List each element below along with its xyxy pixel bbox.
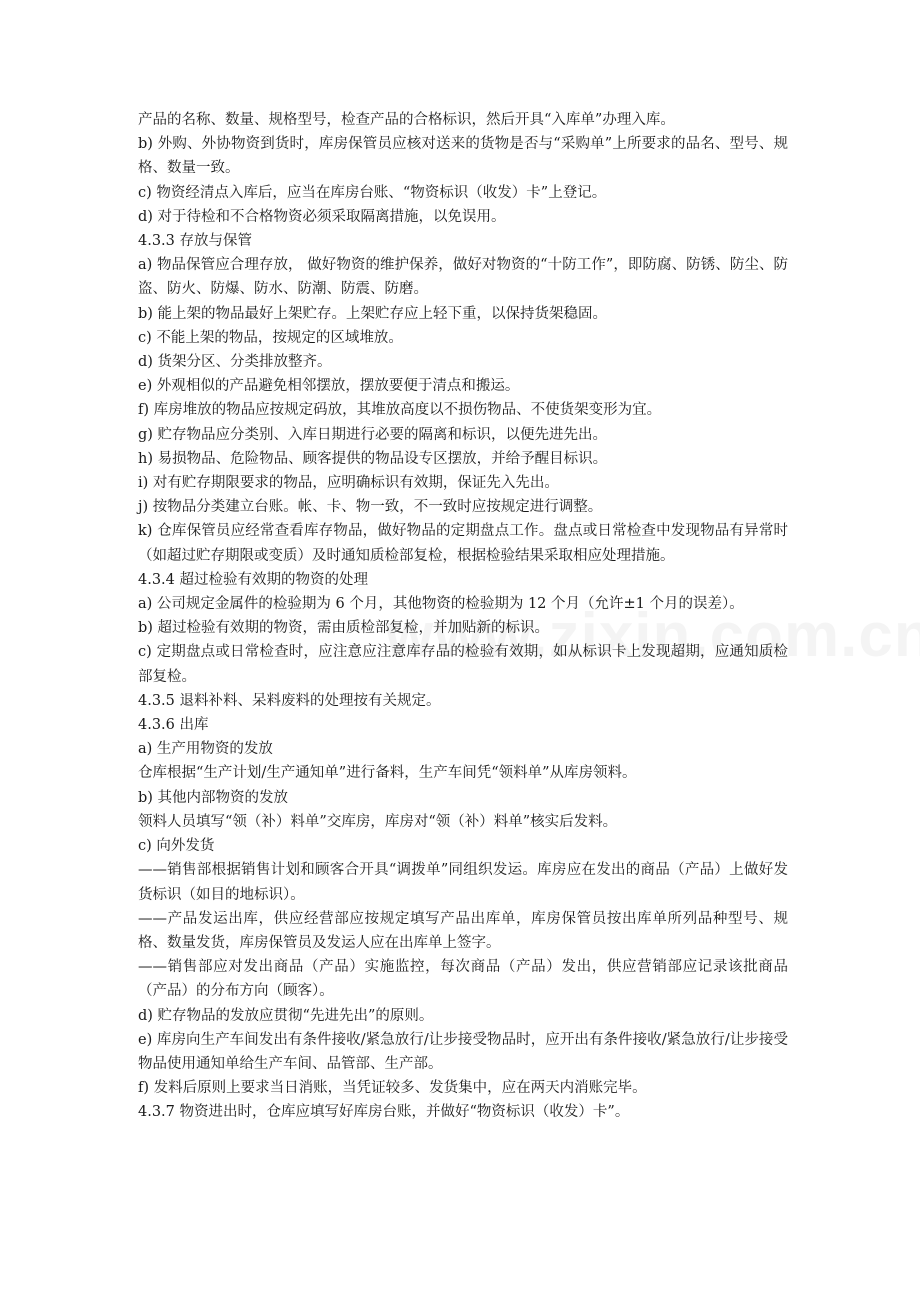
paragraph: c) 定期盘点或日常检查时，应注意应注意库存品的检验有效期，如从标识卡上发现超期，应通知质检部复检。 [138, 644, 788, 685]
paragraph: f) 库房堆放的物品应按规定码放，其堆放高度以不损伤物品、不使货架变形为宜。 [138, 402, 662, 419]
paragraph: k) 仓库保管员应经常查看库存物品，做好物品的定期盘点工作。盘点或日常检查中发现物品有异常时（如超过贮存期限或变质）及时通知质检部复检，根据检验结果采取相应处理措施。 [138, 523, 788, 564]
section-heading: 4.3.3 存放与保管 [138, 233, 253, 250]
paragraph: ——销售部根据销售计划和顾客合开具“调拨单”同组织发运。库房应在发出的商品（产品）上做好发货标识（如目的地标识）。 [138, 862, 788, 903]
section-heading: 4.3.4 超过检验有效期的物资的处理 [138, 571, 369, 588]
paragraph: f) 发料后原则上要求当日消账，当凭证较多、发货集中，应在两天内消账完毕。 [138, 1080, 647, 1097]
paragraph: b) 能上架的物品最好上架贮存。上架贮存应上轻下重，以保持货架稳固。 [138, 305, 608, 322]
paragraph: c) 向外发货 [138, 838, 215, 855]
paragraph: g) 贮存物品应分类别、入库日期进行必要的隔离和标识，以便先进先出。 [138, 426, 608, 443]
paragraph: b) 超过检验有效期的物资，需由质检部复检，并加贴新的标识。 [138, 620, 550, 637]
paragraph: a) 公司规定金属件的检验期为 6 个月，其他物资的检验期为 12 个月（允许±1 个月的误差）。 [138, 596, 744, 613]
paragraph: j) 按物品分类建立台账。帐、卡、物一致，不一致时应按规定进行调整。 [138, 499, 603, 516]
section-heading: 4.3.5 退料补料、呆料废料的处理按有关规定。 [138, 692, 441, 709]
paragraph: 产品的名称、数量、规格型号，检查产品的合格标识，然后开具“入库单”办理入库。 [138, 112, 675, 128]
section-heading: 4.3.6 出库 [138, 717, 209, 734]
paragraph: d) 货架分区、分类排放整齐。 [138, 354, 332, 371]
paragraph: b) 外购、外协物资到货时，库房保管员应核对送来的货物是否与“采购单”上所要求的品名、型号、规格、数量一致。 [138, 136, 788, 177]
paragraph: 仓库根据“生产计划/生产通知单”进行备料，生产车间凭“领料单”从库房领料。 [138, 765, 637, 782]
paragraph: ——产品发运出库，供应经营部应按规定填写产品出库单，库房保管员按出库单所列品种型号、规格、数量发货，库房保管员及发运人应在出库单上签字。 [138, 910, 788, 951]
paragraph: c) 物资经清点入库后，应当在库房台账、“物资标识（收发）卡”上登记。 [138, 184, 607, 201]
paragraph: e) 外观相似的产品避免相邻摆放，摆放要便于清点和搬运。 [138, 378, 520, 395]
section-heading: 4.3.7 物资进出时，仓库应填写好库房台账，并做好“物资标识（收发）卡”。 [138, 1104, 630, 1121]
paragraph: 领料人员填写“领（补）料单”交库房，库房对“领（补）料单”核实后发料。 [138, 813, 618, 830]
paragraph: a) 生产用物资的发放 [138, 741, 273, 758]
paragraph: a) 物品保管应合理存放， 做好物资的维护保养，做好对物资的“十防工作”，即防腐、防锈、防尘、防盗、防火、防爆、防水、防潮、防震、防磨。 [138, 257, 788, 298]
paragraph: d) 贮存物品的发放应贯彻“先进先出”的原则。 [138, 1007, 434, 1024]
paragraph: d) 对于待检和不合格物资必须采取隔离措施，以免误用。 [138, 208, 506, 225]
document-body [138, 108, 788, 1125]
paragraph: b) 其他内部物资的发放 [138, 789, 289, 806]
paragraph: i) 对有贮存期限要求的物品，应明确标识有效期，保证先入先出。 [138, 475, 559, 492]
paragraph: e) 库房向生产车间发出有条件接收/紧急放行/让步接受物品时，应开出有条件接收/紧急放行/让步接受物品使用通知单给生产车间、品管部、生产部。 [138, 1031, 788, 1072]
paragraph: c) 不能上架的物品，按规定的区域堆放。 [138, 329, 403, 346]
paragraph: h) 易损物品、危险物品、顾客提供的物品设专区摆放，并给予醒目标识。 [138, 450, 608, 467]
paragraph: ——销售部应对发出商品（产品）实施监控，每次商品（产品）发出，供应营销部应记录该批商品（产品）的分布方向（顾客）。 [138, 959, 788, 1000]
